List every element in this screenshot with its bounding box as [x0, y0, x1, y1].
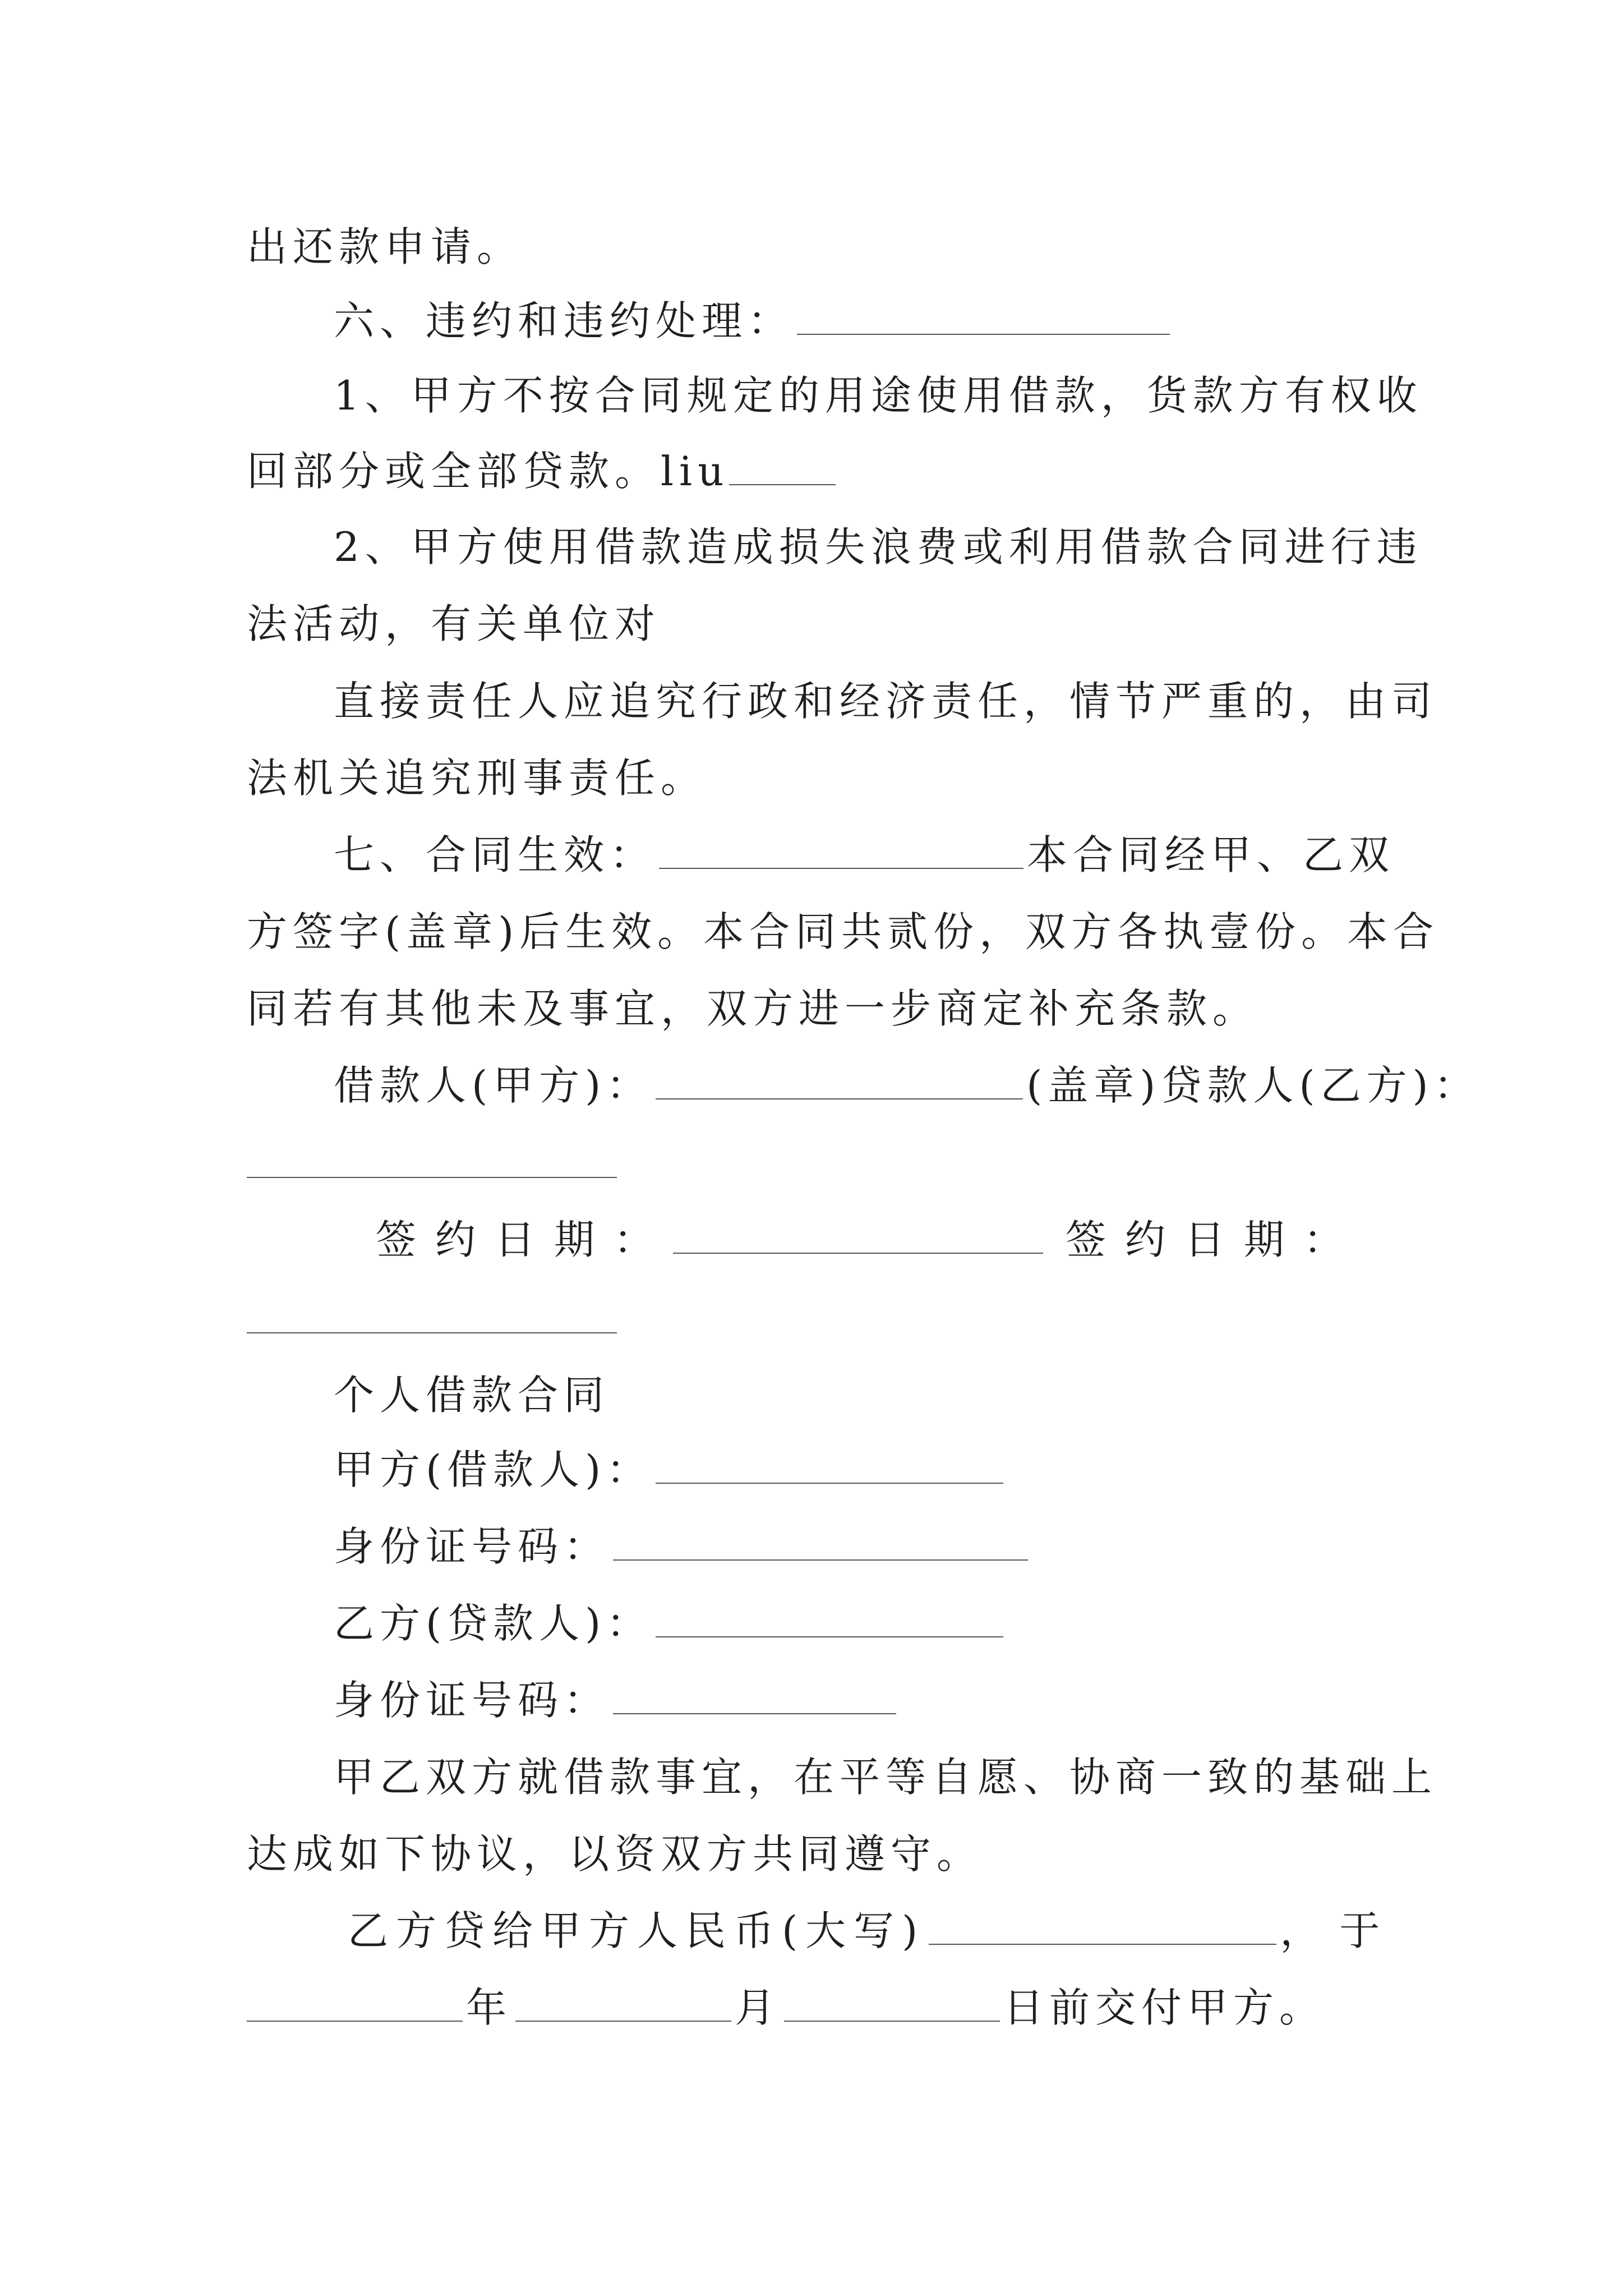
party-b-line — [334, 1595, 1391, 1651]
label-lender: (盖章)贷款人(乙方)： — [1026, 1062, 1480, 1109]
blank-line — [929, 1910, 1276, 1945]
clause-6-1-line-1 — [334, 367, 1423, 424]
text-contract-effect: 本合同经甲、乙双 — [1027, 831, 1395, 878]
sign-date-line — [376, 1212, 1391, 1268]
text-clause-6-2-cont: 法活动，有关单位对 — [247, 600, 661, 647]
blank-line — [247, 1987, 463, 2022]
agreement-line-2 — [247, 1826, 1391, 1882]
text-liu: liu — [661, 448, 730, 495]
blank-line — [515, 1987, 731, 2022]
label-party-a-id: 身份证号码： — [334, 1523, 610, 1570]
text-agreement: 甲乙双方就借款事宜，在平等自愿、协商一致的基础上 — [334, 1754, 1438, 1801]
delivery-date-line — [247, 1980, 1391, 2036]
text-contract-title: 个人借款合同 — [334, 1372, 610, 1419]
blank-line — [659, 834, 1023, 869]
text-repayment-end: 出还款申请。 — [247, 223, 523, 270]
clause-6-2-line-3 — [334, 673, 1438, 729]
text-yu: ，于 — [1280, 1907, 1399, 1954]
contract-title — [334, 1367, 1391, 1423]
text-loan-amount: 乙方贷给甲方人民币(大写) — [348, 1907, 926, 1954]
text-month: 月 — [735, 1984, 781, 2031]
blank-line — [797, 300, 1170, 335]
blank-line — [656, 1603, 1003, 1637]
label-party-b-id: 身份证号码： — [334, 1677, 610, 1724]
label-party-b: 乙方(贷款人)： — [334, 1600, 653, 1647]
clause-6-2-line-2 — [247, 596, 1391, 652]
section-six-heading — [334, 293, 1391, 349]
blank-line — [613, 1526, 1028, 1561]
clause-6-2-line-1 — [334, 519, 1423, 575]
text-clause-6-2: 2、甲方使用借款造成损失浪费或利用借款合同进行违 — [334, 523, 1423, 570]
section-seven-line-3 — [247, 981, 1391, 1037]
borrower-lender-line — [334, 1057, 1480, 1114]
blank-line — [247, 1177, 617, 1178]
blank-line — [613, 1680, 896, 1714]
party-a-id-line — [334, 1519, 1391, 1575]
section-seven-line-2 — [247, 904, 1440, 960]
text-supplement: 同若有其他未及事宜，双方进一步商定补充条款。 — [247, 985, 1259, 1032]
text-agreement-cont: 达成如下协议，以资双方共同遵守。 — [247, 1830, 983, 1878]
blank-line — [656, 1449, 1003, 1484]
blank-line — [247, 1332, 617, 1333]
text-section-six: 六、违约和违约处理： — [334, 297, 794, 344]
text-delivery: 日前交付甲方。 — [1003, 1984, 1326, 2031]
text-signature-copies: 方签字(盖章)后生效。本合同共贰份，双方各执壹份。本合 — [247, 908, 1440, 955]
party-a-line — [334, 1442, 1391, 1498]
text-responsibility: 直接责任人应追究行政和经济责任，情节严重的，由司 — [334, 678, 1438, 725]
label-party-a: 甲方(借款人)： — [334, 1446, 653, 1493]
text-criminal: 法机关追究刑事责任。 — [247, 754, 707, 802]
text-section-seven: 七、合同生效： — [334, 831, 656, 878]
blank-line — [784, 1987, 1000, 2022]
blank-line — [729, 450, 836, 485]
label-borrower: 借款人(甲方)： — [334, 1062, 653, 1109]
loan-amount-line — [348, 1903, 1399, 1959]
text-clause-6-1-cont: 回部分或全部贷款。 — [247, 448, 661, 495]
label-sign-date-a: 签约日期： — [376, 1216, 674, 1263]
label-sign-date-b: 签约日期： — [1066, 1216, 1363, 1263]
clause-6-1-line-2 — [247, 443, 1391, 499]
paragraph-repayment-end — [247, 219, 1391, 275]
blank-line — [673, 1219, 1043, 1254]
text-year: 年 — [466, 1984, 513, 2031]
blank-line — [656, 1065, 1023, 1099]
section-seven-heading — [334, 827, 1395, 883]
clause-6-2-line-4 — [247, 750, 1391, 806]
text-clause-6-1: 1、甲方不按合同规定的用途使用借款，货款方有权收 — [334, 372, 1423, 419]
agreement-line-1 — [334, 1749, 1438, 1805]
party-b-id-line — [334, 1672, 1391, 1728]
